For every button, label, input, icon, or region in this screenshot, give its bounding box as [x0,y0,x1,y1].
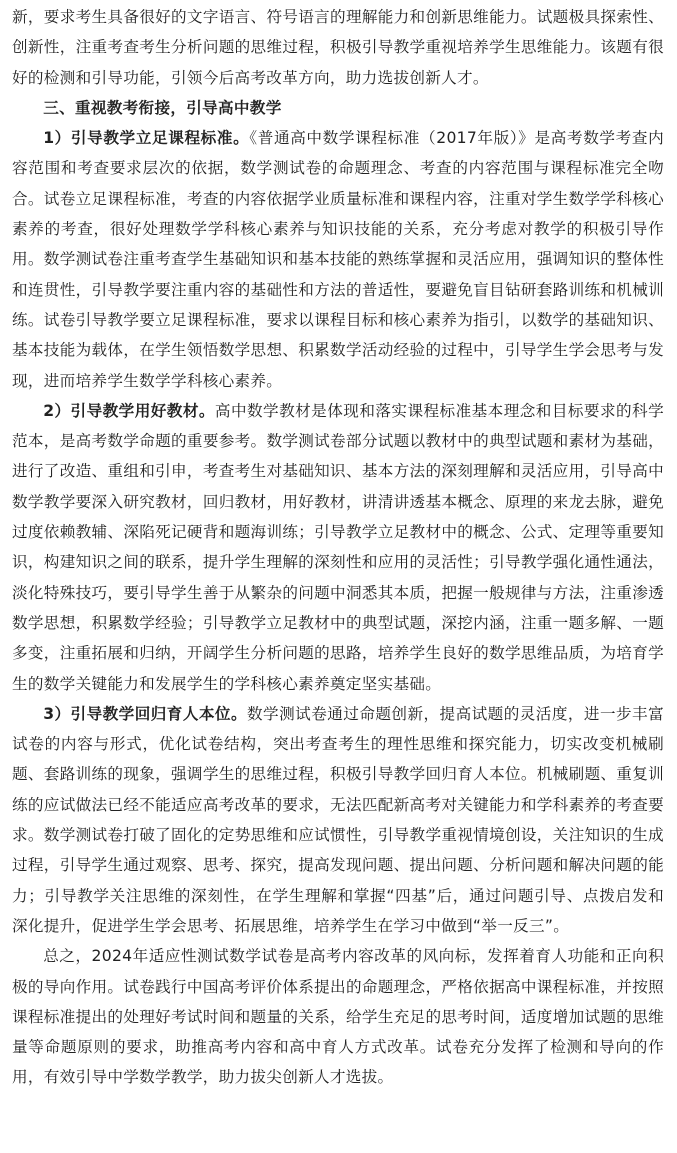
paragraph-education-foundation [12,699,664,941]
paragraph-conclusion: 总之，2024年适应性测试数学试卷是高考内容改革的风向标，发挥着育人功能和正向积极的导向作用。试卷践行中国高考评价体系提出的命题理念，严格依据高中课程标准，并按照课程标准提出的处理好考试时间和题量的关系，给学生充足的思考时间，适度增加试题的思维量等命题原则的要求，助推高考内容和高中育人方式改革。试卷充分发挥了检测和导向的作用，有效引导中学数学教学，助力拔尖创新人才选拔。 [12,947,664,1087]
paragraph-body-education-foundation: 数学测试卷通过命题创新，提高试题的灵活度，进一步丰富试卷的内容与形式，优化试卷结构，突出考查考生的理性思维和探究能力，切实改变机械刷题、套路训练的现象，强调学生的思维过程，积极引导教学回归育人本位。机械刷题、重复训练的应试做法已经不能适应高考改革的要求，无法匹配新高考对关键能力和学科素养的考查要求。数学测试卷打破了固化的定势思维和应试惯性，引导教学重视情境创设，关注知识的生成过程，引导学生通过观察、思考、探究，提高发现问题、提出问题、分析问题和解决问题的能力；引导教学关注思维的深刻性，在学生理解和掌握“四基”后，通过问题引导、点拨启发和深化提升，促进学生学会思考、拓展思维，培养学生在学习中做到“举一反三”。 [12,704,664,935]
article-body [12,2,664,1093]
paragraph-intro-continuation: 新，要求考生具备很好的文字语言、符号语言的理解能力和创新思维能力。试题极具探索性、创新性，注重考查考生分析问题的思维过程，积极引导教学重视培养学生思维能力。该题有很好的检测和引导功能，引领今后高考改革方向，助力选拔创新人才。 [12,8,664,87]
paragraph-body-curriculum-standard: 《普通高中数学课程标准（2017年版）》是高考数学考查内容范围和考查要求层次的依据，数学测试卷的命题理念、考查的内容范围与课程标准完全吻合。试卷立足课程标准，考查的内容依据学业质量标准和课程内容，注重对学生数学学科核心素养的考查，很好处理数学学科核心素养与知识技能的关系，充分考虑对教学的积极引导作用。数学测试卷注重考查学生基础知识和基本技能的熟练掌握和灵活应用，强调知识的整体性和连贯性，引导教学要注重内容的基础性和方法的普适性，要避免盲目钻研套路训练和机械训练。试卷引导教学要立足课程标准，要求以课程目标和核心素养为指引，以数学的基础知识、基本技能为载体，在学生领悟数学思想、积累数学活动经验的过程中，引导学生学会思考与发现，进而培养学生数学学科核心素养。 [12,129,664,390]
paragraph-lead-curriculum-standard: 1）引导教学立足课程标准。 [43,129,250,148]
section-heading: 三、重视教考衔接，引导高中教学 [43,98,282,117]
paragraph-lead-education-foundation: 3）引导教学回归育人本位。 [43,704,248,723]
paragraph-curriculum-standard [12,123,664,396]
paragraph-lead-textbook: 2）引导教学用好教材。 [43,401,215,420]
paragraph-textbook [12,396,664,699]
paragraph-body-textbook: 高中数学教材是体现和落实课程标准基本理念和目标要求的科学范本，是高考数学命题的重要参考。数学测试卷部分试题以教材中的典型试题和素材为基础，进行了改造、重组和引申，考查考生对基础知识、基本方法的深刻理解和灵活应用，引导高中数学教学要深入研究教材，回归教材，用好教材，讲清讲透基本概念、原理的来龙去脉，避免过度依赖教辅、深陷死记硬背和题海训练；引导教学立足教材中的概念、公式、定理等重要知识，构建知识之间的联系，提升学生理解的深刻性和应用的灵活性；引导教学强化通性通法，淡化特殊技巧，要引导学生善于从繁杂的问题中洞悉其本质，把握一般规律与方法，注重渗透数学思想，积累数学经验；引导教学立足教材中的典型试题，深挖内涵，注重一题多解、一题多变，注重拓展和归纳，开阔学生分析问题的思路，培养学生良好的数学思维品质，为培育学生的数学关键能力和发展学生的学科核心素养奠定坚实基础。 [12,401,664,693]
